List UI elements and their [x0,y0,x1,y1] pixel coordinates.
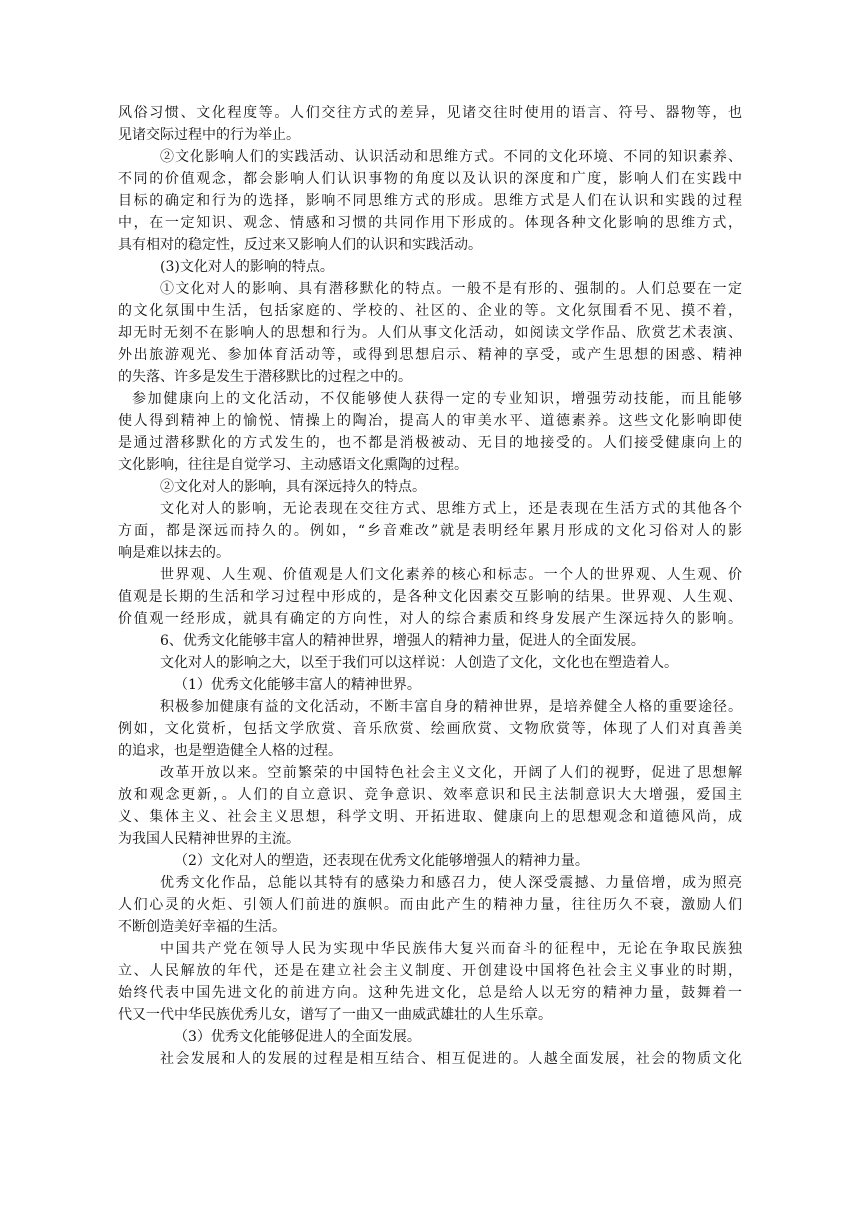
document-page [118,102,742,1070]
text-line: 参加健康向上的文化活动，不仅能够使人获得一定的专业知识，增强劳动技能，而且能够 [132,391,742,407]
text-line: 例如，文化赏析，包括文学欣赏、音乐欣赏、绘画欣赏、文物欣赏等，体现了人们对真善美 [118,721,742,737]
text-line: 社会发展和人的发展的过程是相互结合、相互促进的。人越全面发展，社会的物质文化 [160,1051,742,1067]
text-line: 代又一代中华民族优秀儿女，谱写了一曲又一曲威武雄壮的人生乐章。 [118,1007,552,1023]
text-line: 具有相对的稳定性，反过来又影响人们的认识和实践活动。 [118,237,482,253]
text-line: 风俗习惯、文化程度等。人们交往方式的差异，见诸交往时使用的语言、符号、器物等，也 [118,105,742,121]
text-line: 义、集体主义、社会主义思想，科学文明、开拓进取、健康向上的思想观念和道德风尚，成 [118,809,742,825]
text-line: 6、优秀文化能够丰富人的精神世界，增强人的精神力量，促进人的全面发展。 [160,633,645,649]
text-line: 放和观念更新，。人们的自立意识、竞争意识、效率意识和民主法制意识大大增强，爱国主 [118,787,742,803]
text-line: 中国共产党在领导人民为实现中华民族伟大复兴而奋斗的征程中，无论在争取民族独 [160,941,742,957]
text-line: 响是难以抹去的。 [118,545,230,561]
text-line: 价值观一经形成，就具有确定的方向性，对人的综合素质和终身发展产生深远持久的影响。 [118,611,742,627]
text-line: ①文化对人的影响、具有潜移默化的特点。一般不是有形的、强制的。人们总要在一定 [160,281,742,297]
text-line: (3)文化对人的影响的特点。 [160,259,334,275]
text-line: 世界观、人生观、价值观是人们文化素养的核心和标志。一个人的世界观、人生观、价 [160,567,742,583]
text-line: 为我国人民精神世界的主流。 [118,831,300,847]
text-line: 值观是长期的生活和学习过程中形成的，是各种文化因素交互影响的结果。世界观、人生观、 [118,589,742,605]
text-line: 改革开放以来。空前繁荣的中国特色社会主义文化，开阔了人们的视野，促进了思想解 [160,765,742,781]
text-line: 的追求，也是塑造健全人格的过程。 [118,743,342,759]
text-line: 中，在一定知识、观念、情感和习惯的共同作用下形成的。体现各种文化影响的思维方式， [118,215,742,231]
text-line: 的文化氛围中生活，包括家庭的、学校的、社区的、企业的等。文化氛围看不见、摸不着， [118,303,742,319]
text-line: 积极参加健康有益的文化活动，不断丰富自身的精神世界，是培养健全人格的重要途径。 [160,699,742,715]
text-line: ②文化影响人们的实践活动、认识活动和思维方式。不同的文化环境、不同的知识素养、 [160,149,742,165]
text-line: ②文化对人的影响，具有深远持久的特点。 [160,479,426,495]
text-line: 文化对人的影响，无论表现在交往方式、思维方式上，还是表现在生活方式的其他各个 [160,501,742,517]
text-line: 却无时无刻不在影响人的思想和行为。人们从事文化活动，如阅读文学作品、欣赏艺术表演、 [118,325,742,341]
text-line: 见诸交际过程中的行为举止。 [118,127,300,143]
text-line: 文化对人的影响之大，以至于我们可以这样说：人创造了文化，文化也在塑造着人。 [160,655,678,671]
text-line: 始终代表中国先进文化的前进方向。这种先进文化，总是给人以无穷的精神力量，鼓舞着一 [118,985,742,1001]
text-line: 文化影响，往往是自觉学习、主动感语文化熏陶的过程。 [118,457,468,473]
text-line: 使人得到精神上的愉悦、情操上的陶冶，提高人的审美水平、道德素养。这些文化影响即使 [118,413,742,429]
text-line: （3）优秀文化能够促进人的全面发展。 [174,1029,421,1045]
text-line: 人们心灵的火炬、引领人们前进的旗帜。而由此产生的精神力量，往往历久不衰，激励人们 [118,897,742,913]
text-line: 立、人民解放的年代，还是在建立社会主义制度、开创建设中国将色社会主义事业的时期， [118,963,742,979]
text-line: （2）文化对人的塑造，还表现在优秀文化能够增强人的精神力量。 [174,853,589,869]
text-line: 的失落、许多是发生于潜移默比的过程之中的。 [118,369,412,385]
text-line: 外出旅游观光、参加体育活动等，或得到思想启示、精神的享受，或产生思想的困惑、精神 [118,347,742,363]
text-line: 目标的确定和行为的选择，影响不同思维方式的形成。思维方式是人们在认识和实践的过程 [118,193,742,209]
text-line: 是通过潜移默化的方式发生的，也不都是消极被动、无目的地接受的。人们接受健康向上的 [118,435,742,451]
text-line: 不断创造美好幸福的生活。 [118,919,286,935]
text-line: 不同的价值观念，都会影响人们认识事物的角度以及认识的深度和广度，影响人们在实践中 [118,171,742,187]
text-line: （1）优秀文化能够丰富人的精神世界。 [174,677,421,693]
text-line: 优秀文化作品，总能以其特有的感染力和感召力，使人深受震撼、力量倍增，成为照亮 [160,875,742,891]
text-line: 方面，都是深远而持久的。例如，“乡音难改”就是表明经年累月形成的文化习俗对人的影 [118,523,742,539]
